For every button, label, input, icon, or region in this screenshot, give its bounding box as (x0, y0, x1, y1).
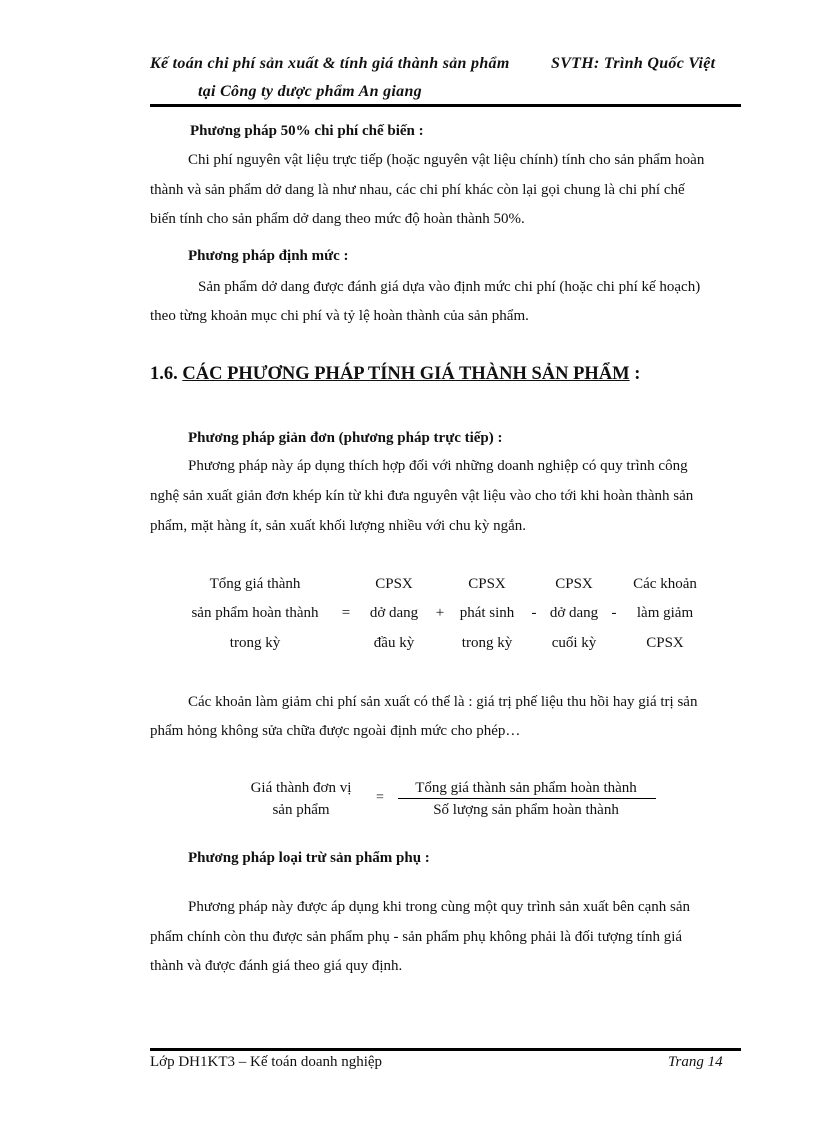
section-heading-dinh-muc: Phương pháp định mức : (188, 248, 349, 264)
formula-term: sản phẩm hoàn thành (191, 605, 319, 621)
section-heading-50-percent: Phương pháp 50% chi phí chế biến : (190, 123, 424, 139)
formula-term: CPSX (555, 576, 593, 592)
header-title-line2: tại Công ty dược phẩm An giang (198, 83, 422, 100)
fraction-bar (398, 798, 656, 799)
paragraph-line: Các khoản làm giảm chi phí sản xuất có thể là : giá trị phế liệu thu hồi hay giá trị sản (188, 694, 698, 710)
section-title: CÁC PHƯƠNG PHÁP TÍNH GIÁ THÀNH SẢN PHẨM (182, 364, 630, 384)
paragraph-line: thành và được đánh giá theo giá quy định. (150, 958, 403, 974)
footer-class: Lớp DH1KT3 – Kế toán doanh nghiệp (150, 1054, 383, 1070)
paragraph-line: theo từng khoản mục chi phí và tỷ lệ hoàn thành của sản phẩm. (150, 308, 529, 324)
formula-term: làm giảm (636, 605, 694, 621)
formula-equals: = (376, 790, 384, 805)
main-section-heading (150, 364, 640, 385)
formula-term: phát sinh (459, 605, 515, 621)
paragraph-line: biến tính cho sản phẩm dở dang theo mức độ hoàn thành 50%. (150, 211, 525, 227)
header-title-line1: Kế toán chi phí sản xuất & tính giá thành sản phẩm (150, 55, 510, 72)
section-title-suffix: : (629, 364, 641, 384)
paragraph-line: Sản phẩm dở dang được đánh giá dựa vào định mức chi phí (hoặc chi phí kế hoạch) (198, 279, 701, 295)
formula-term: đầu kỳ (373, 635, 415, 651)
formula-term: trong kỳ (461, 635, 513, 651)
formula-term: dở dang (369, 605, 419, 621)
formula-term: CPSX (468, 576, 506, 592)
paragraph-line: phẩm hỏng không sửa chữa được ngoài định mức cho phép… (150, 723, 521, 739)
formula-operator: - (531, 605, 537, 621)
footer-rule (150, 1048, 741, 1051)
formula-operator: = (341, 605, 351, 621)
formula-lhs: Giá thành đơn vị (250, 780, 352, 796)
formula-term: CPSX (375, 576, 413, 592)
formula-lhs: sản phẩm (272, 802, 330, 818)
header-rule (150, 104, 741, 107)
formula-term: CPSX (646, 635, 684, 651)
paragraph-line: phẩm chính còn thu được sản phẩm phụ - sản phẩm phụ không phải là đối tượng tính giá (150, 929, 683, 945)
formula-operator: - (611, 605, 617, 621)
paragraph-line: phẩm, mặt hàng ít, sản xuất khối lượng nhiều với chu kỳ ngắn. (150, 518, 527, 534)
formula-numerator: Tổng giá thành sản phẩm hoàn thành (415, 780, 637, 796)
formula-operator: + (435, 605, 445, 621)
formula-term: Tổng giá thành (209, 576, 301, 592)
paragraph-line: thành và sản phẩm dở dang là như nhau, các chi phí khác còn lại gọi chung là chi phí chế (150, 182, 685, 198)
section-heading-loai-tru: Phương pháp loại trừ sản phẩm phụ : (188, 850, 430, 866)
paragraph-line: nghệ sản xuất giản đơn khép kín từ khi đưa nguyên vật liệu vào cho tới khi hoàn thành sản (150, 488, 694, 504)
paragraph-line: Phương pháp này áp dụng thích hợp đối với những doanh nghiệp có quy trình công (188, 458, 688, 474)
formula-term: trong kỳ (229, 635, 281, 651)
formula-term: Các khoản (633, 576, 697, 592)
paragraph-line: Phương pháp này được áp dụng khi trong cùng một quy trình sản xuất bên cạnh sản (188, 899, 691, 915)
formula-term: dở dang (549, 605, 599, 621)
section-heading-gian-don: Phương pháp giản đơn (phương pháp trực tiếp) : (188, 430, 503, 446)
header-author: SVTH: Trình Quốc Việt (551, 55, 716, 72)
formula-denominator: Số lượng sản phẩm hoàn thành (433, 802, 619, 818)
paragraph-line: Chi phí nguyên vật liệu trực tiếp (hoặc nguyên vật liệu chính) tính cho sản phẩm hoàn (188, 152, 705, 168)
footer-page-number: Trang 14 (668, 1054, 723, 1070)
formula-term: cuối kỳ (551, 635, 597, 651)
section-number: 1.6. (150, 364, 178, 384)
